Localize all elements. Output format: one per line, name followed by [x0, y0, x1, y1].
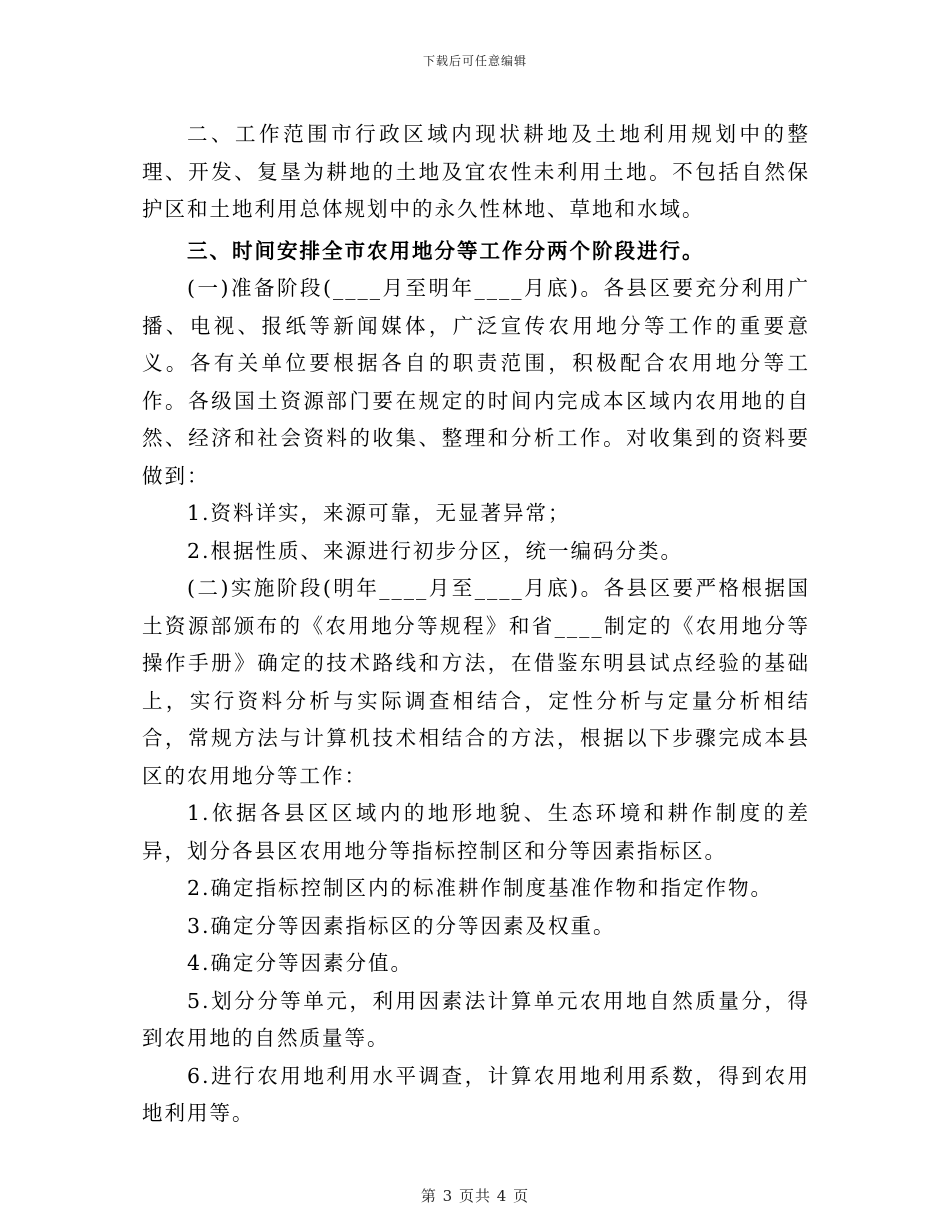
paragraph-preparation-stage: (一)准备阶段(____月至明年____月底)。各县区要充分利用广播、电视、报纸等新闻媒体，广泛宣传农用地分等工作的重要意义。各有关单位要根据各自的职责范围，积极配合农用地分等工作。各级国土资源部门要在规定的时间内完成本区域内农用地的自然、经济和社会资料的收集、整理和分析工作。对收集到的资料要做到： — [142, 276, 810, 488]
list-item-prep-2: 2.根据性质、来源进行初步分区，统一编码分类。 — [187, 538, 684, 563]
list-item-impl-5: 5.划分分等单元，利用因素法计算单元农用地自然质量分，得到农用地的自然质量等。 — [142, 988, 810, 1050]
paragraph-schedule-heading: 三、时间安排全市农用地分等工作分两个阶段进行。 — [187, 238, 705, 263]
list-item-impl-2: 2.确定指标控制区内的标准耕作制度基准作物和指定作物。 — [187, 876, 774, 900]
list-item-impl-3: 3.确定分等因素指标区的分等因素及权重。 — [187, 913, 616, 938]
list-item-prep-1: 1.资料详实，来源可靠，无显著异常； — [187, 501, 571, 525]
list-item-impl-6: 6.进行农用地利用水平调查，计算农用地利用系数，得到农用地利用等。 — [142, 1063, 810, 1125]
paragraph-work-scope: 二、工作范围市行政区域内现状耕地及土地利用规划中的整理、开发、复垦为耕地的土地及宜农性未利用土地。不包括自然保护区和土地利用总体规划中的永久性林地、草地和水域。 — [142, 122, 810, 221]
page-number: 第 3 页共 4 页 — [420, 1187, 530, 1205]
document-body — [142, 116, 810, 1133]
page-header: 下载后可任意编辑 — [422, 54, 527, 68]
list-item-impl-4: 4.确定分等因素分值。 — [187, 951, 414, 975]
paragraph-implementation-stage: (二)实施阶段(明年____月至____月底)。各县区要严格根据国土资源部颁布的《农用地分等规程》和省____制定的《农用地分等操作手册》确定的技术路线和方法，在借鉴东明县试点经验的基础上，实行资料分析与实际调查相结合，定性分析与定量分析相结合，常规方法与计算机技术相结合的方法，根据以下步骤完成本县区的农用地分等工作： — [142, 576, 810, 788]
list-item-impl-1: 1.依据各县区区域内的地形地貌、生态环境和耕作制度的差异，划分各县区农用地分等指标控制区和分等因素指标区。 — [142, 801, 810, 863]
